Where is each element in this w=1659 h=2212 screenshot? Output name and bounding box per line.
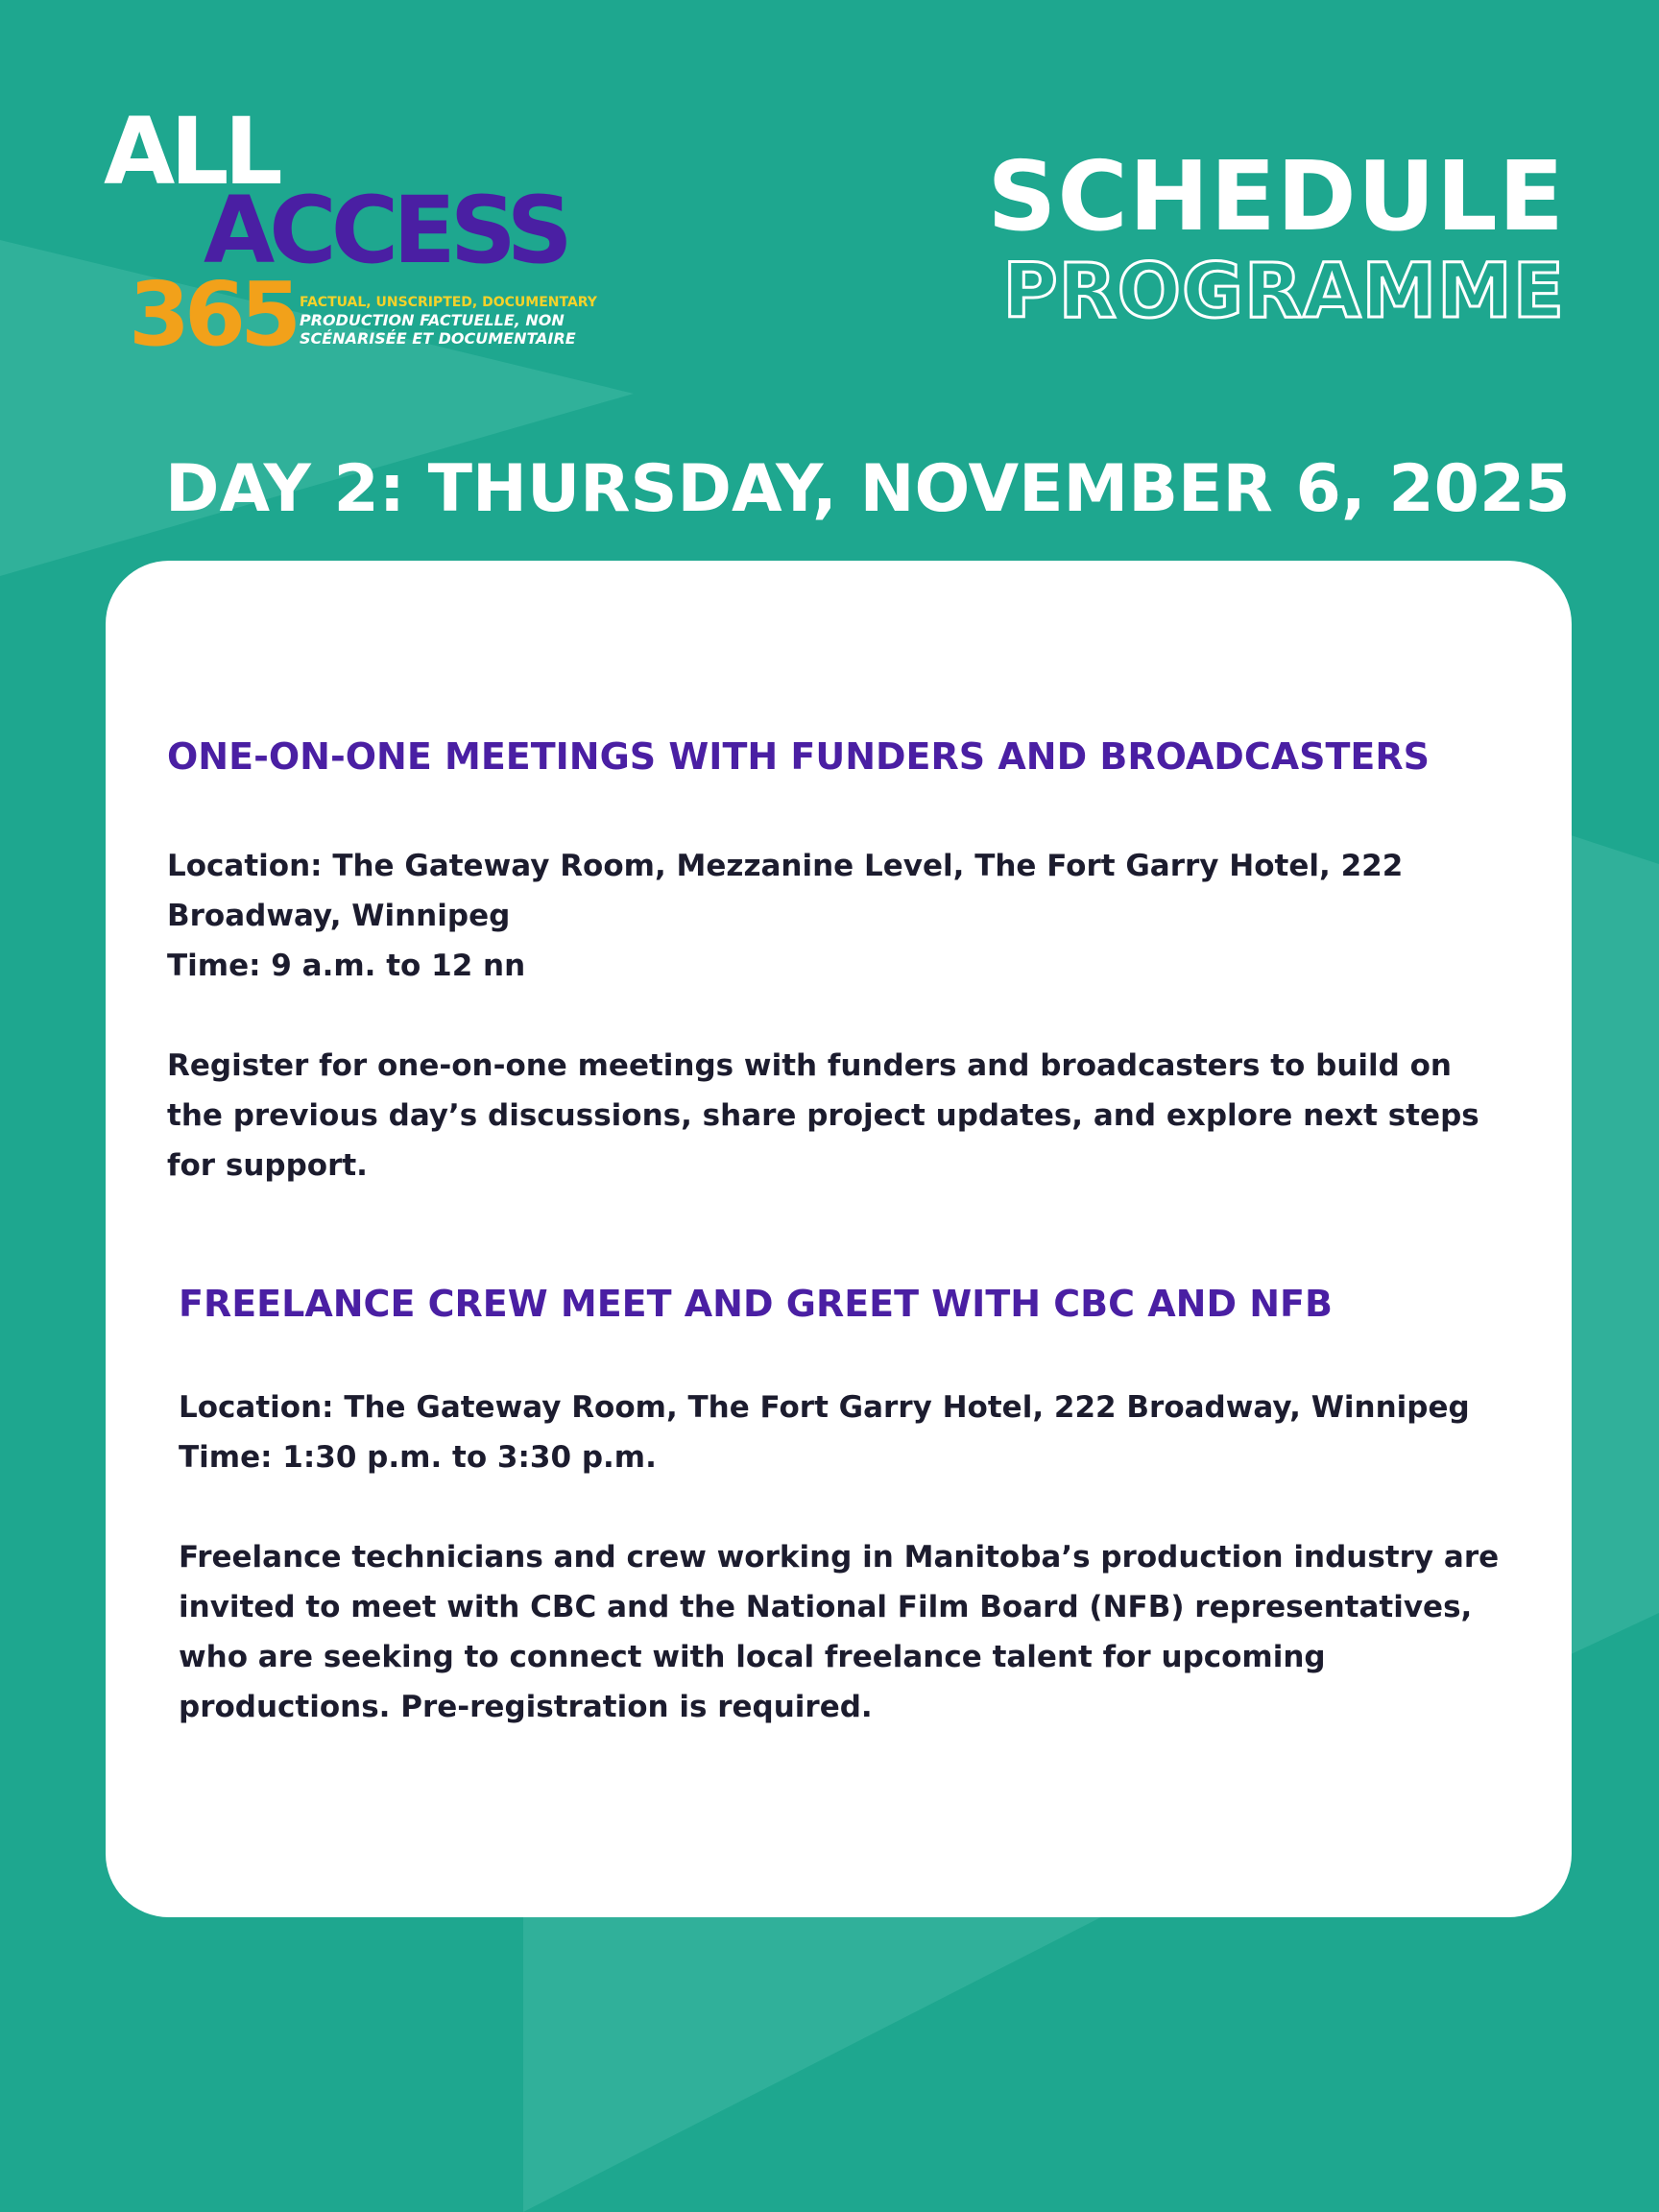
session-title: ONE-ON-ONE MEETINGS WITH FUNDERS AND BROADCASTERS xyxy=(167,735,1430,778)
session-description xyxy=(167,1041,1511,1190)
session-freelance-crew-meet-and-greet xyxy=(179,1279,1523,1732)
session-location-line: Location: The Gateway Room, Mezzanine Level, The Fort Garry Hotel, 222 xyxy=(167,849,1404,883)
session-time: Time: 1:30 p.m. to 3:30 p.m. xyxy=(179,1440,657,1475)
day-heading: DAY 2: THURSDAY, NOVEMBER 6, 2025 xyxy=(165,451,1571,527)
logo-word-all: ALL xyxy=(104,98,278,205)
session-time: Time: 9 a.m. to 12 nn xyxy=(167,949,526,983)
session-description-line: for support. xyxy=(167,1148,368,1183)
schedule-title: SCHEDULE xyxy=(987,140,1565,252)
session-title: FREELANCE CREW MEET AND GREET WITH CBC AND NFB xyxy=(179,1283,1333,1325)
all-access-365-logo xyxy=(104,98,603,374)
session-description-line: invited to meet with CBC and the National Film Board (NFB) representatives, xyxy=(179,1590,1473,1624)
logo-tagline-fr-1: PRODUCTION FACTUELLE, NON xyxy=(300,311,565,329)
session-location-line: Broadway, Winnipeg xyxy=(167,899,511,933)
logo-tagline-en: FACTUAL, UNSCRIPTED, DOCUMENTARY xyxy=(300,295,597,310)
session-description-line: who are seeking to connect with local freelance talent for upcoming xyxy=(179,1640,1326,1674)
session-one-on-one-meetings xyxy=(167,732,1511,1190)
session-description xyxy=(179,1532,1523,1732)
session-description-line: Freelance technicians and crew working in Manitoba’s production industry are xyxy=(179,1540,1500,1575)
session-details xyxy=(179,1382,1523,1482)
logo-tagline-fr-2: SCÉNARISÉE ET DOCUMENTAIRE xyxy=(300,329,576,348)
session-description-line: productions. Pre-registration is required. xyxy=(179,1690,873,1724)
session-description-line: Register for one-on-one meetings with funders and broadcasters to build on xyxy=(167,1048,1452,1083)
session-description-line: the previous day’s discussions, share project updates, and explore next steps xyxy=(167,1098,1479,1133)
logo-number: 365 xyxy=(129,263,297,366)
session-location-line: Location: The Gateway Room, The Fort Garry Hotel, 222 Broadway, Winnipeg xyxy=(179,1390,1470,1425)
session-details xyxy=(167,841,1511,991)
logo-tagline xyxy=(300,294,607,348)
logo-word-access: ACCESS xyxy=(204,177,567,284)
programme-subtitle: PROGRAMME xyxy=(1002,249,1565,335)
schedule-card xyxy=(106,561,1572,1917)
